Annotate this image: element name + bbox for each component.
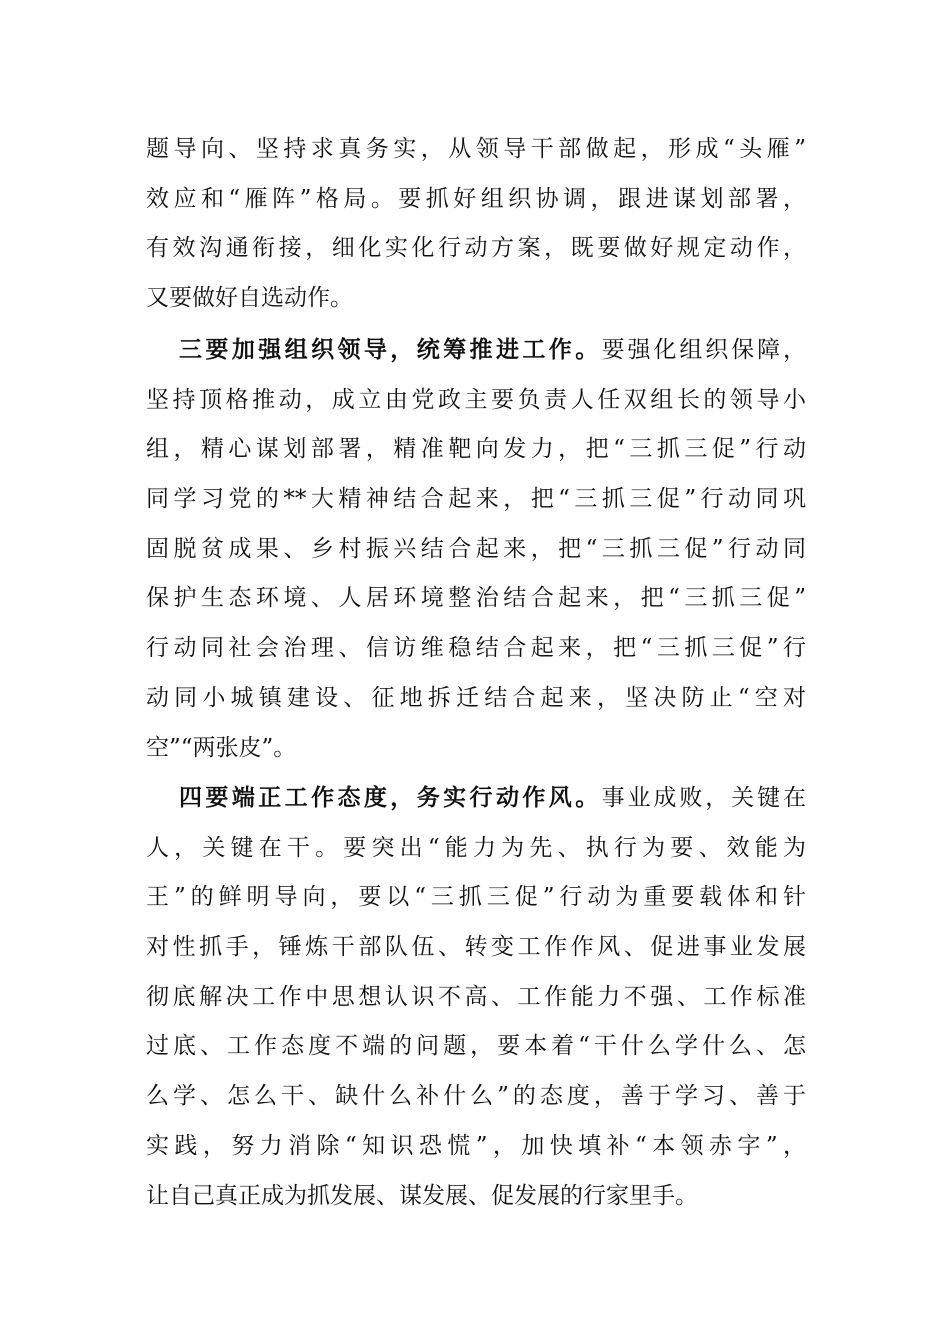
paragraph-line: 题导向、坚持求真务实，从领导干部做起，形成“头雁” bbox=[146, 136, 806, 162]
paragraph-three bbox=[146, 326, 806, 773]
paragraph-four bbox=[146, 774, 806, 1221]
paragraph-first-line bbox=[146, 774, 806, 824]
paragraph-first-line-text: 要强化组织保障， bbox=[601, 337, 807, 363]
paragraph-line: 组，精心谋划部署，精准靶向发力，把“三抓三促”行动 bbox=[146, 436, 806, 463]
paragraph-heading: 四要端正工作态度，务实行动作风。 bbox=[179, 785, 602, 811]
paragraph-line: 过底、工作态度不端的问题，要本着“干什么学什么、怎 bbox=[146, 1033, 806, 1060]
paragraph-heading: 三要加强组织领导，统筹推进工作。 bbox=[179, 337, 602, 363]
paragraph-line: 保护生态环境、人居环境整治结合起来，把“三抓三促” bbox=[146, 585, 806, 612]
paragraph-line: 么学、怎么干、缺什么补什么”的态度，善于学习、善于 bbox=[146, 1083, 806, 1110]
paragraph-line: 彻底解决工作中思想认识不高、工作能力不强、工作标准 bbox=[146, 983, 806, 1010]
paragraph-line: 固脱贫成果、乡村振兴结合起来，把“三抓三促”行动同 bbox=[146, 535, 806, 562]
paragraph-line: 效应和“雁阵”格局。要抓好组织协调，跟进谋划部署， bbox=[146, 185, 806, 212]
paragraph-line: 行动同社会治理、信访维稳结合起来，把“三抓三促”行 bbox=[146, 635, 806, 662]
paragraph-line: 同学习党的**大精神结合起来，把“三抓三促”行动同巩 bbox=[146, 486, 806, 513]
paragraph-line: 空”“两张皮”。 bbox=[146, 734, 297, 761]
paragraph-line: 坚持顶格推动，成立由党政主要负责人任双组长的领导小 bbox=[146, 386, 806, 413]
paragraph-line: 王”的鲜明导向，要以“三抓三促”行动为重要载体和针 bbox=[146, 884, 806, 911]
paragraph-line: 让自己真正成为抓发展、谋发展、促发展的行家里手。 bbox=[146, 1182, 698, 1209]
paragraph-line: 动同小城镇建设、征地拆迁结合起来，坚决防止“空对 bbox=[146, 684, 806, 711]
paragraph-line: 实践，努力消除“知识恐慌”，加快填补“本领赤字”， bbox=[146, 1132, 806, 1159]
paragraph-continuation bbox=[146, 125, 806, 324]
paragraph-line: 又要做好自选动作。 bbox=[146, 285, 353, 312]
paragraph-line: 对性抓手，锤炼干部队伍、转变工作作风、促进事业发展 bbox=[146, 934, 806, 961]
paragraph-line: 有效沟通衔接，细化实化行动方案，既要做好规定动作， bbox=[146, 235, 806, 262]
paragraph-line: 人，关键在干。要突出“能力为先、执行为要、效能为 bbox=[146, 834, 806, 861]
paragraph-first-line bbox=[146, 326, 806, 376]
paragraph-first-line-text: 事业成败，关键在 bbox=[601, 785, 807, 811]
